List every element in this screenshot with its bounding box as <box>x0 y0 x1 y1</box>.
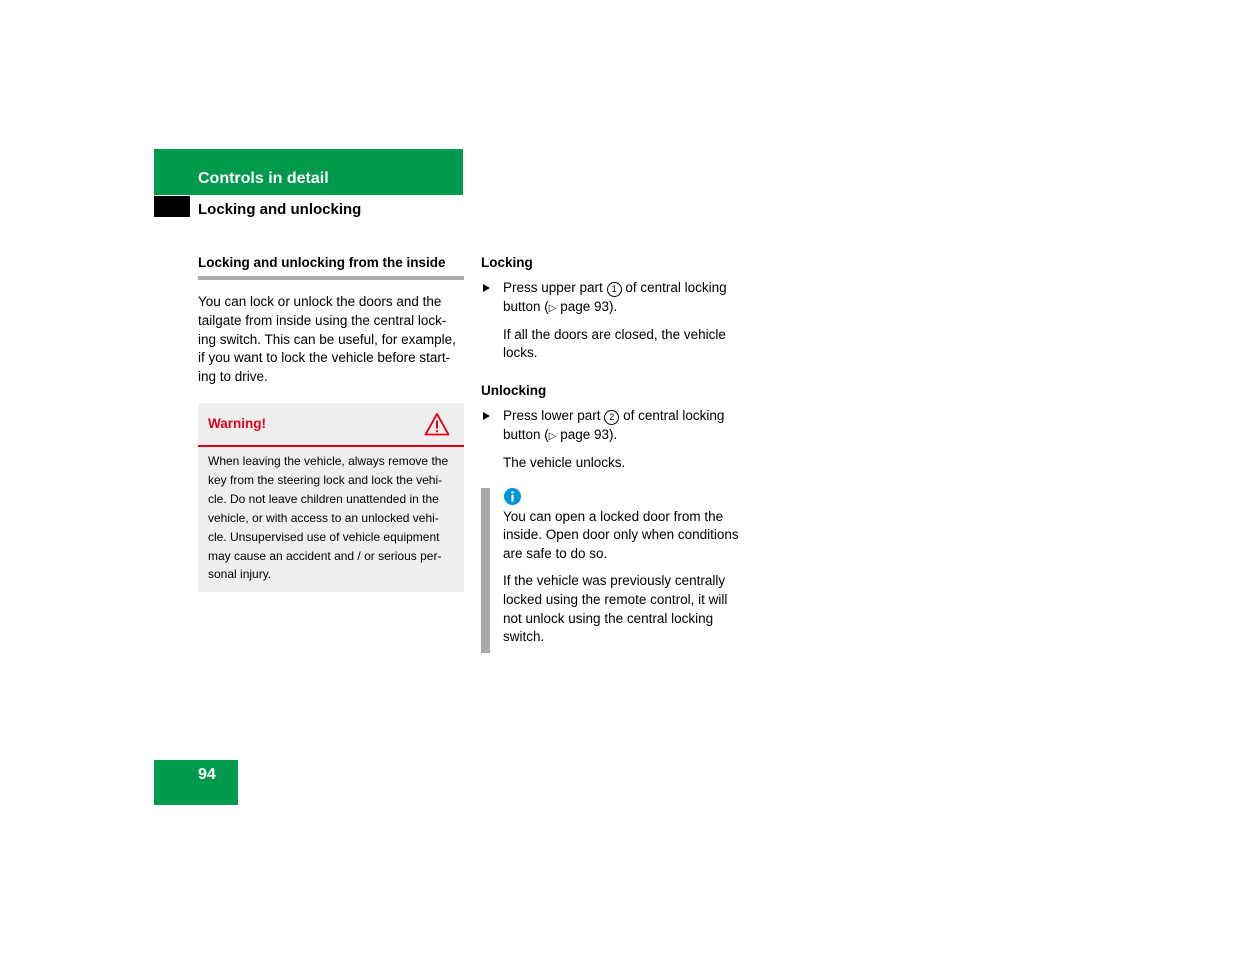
warning-box <box>198 403 464 592</box>
warning-header <box>198 403 464 447</box>
result-line: locks. <box>503 345 538 361</box>
step-text: of central locking <box>623 408 725 424</box>
right-column <box>481 254 747 653</box>
info-side-bar <box>481 488 490 654</box>
page-number: 94 <box>198 766 216 783</box>
number-circle-icon: 1 <box>607 282 622 297</box>
unlocking-step <box>481 407 747 447</box>
step-text: of central locking <box>625 280 727 295</box>
result-line: If all the doors are closed, the vehicle <box>503 326 726 342</box>
info-line: locked using the remote control, it will <box>503 591 728 607</box>
intro-line: tailgate from inside using the central lock- <box>198 312 447 328</box>
page-reference: page 93). <box>556 298 618 314</box>
intro-line: ing to drive. <box>198 369 268 385</box>
intro-paragraph <box>198 293 464 387</box>
info-line: If the vehicle was previously centrally <box>503 572 726 588</box>
step-text: Press upper part <box>503 280 603 295</box>
info-line: switch. <box>503 629 545 645</box>
left-heading: Locking and unlocking from the inside <box>198 255 446 270</box>
warning-line: sonal injury. <box>208 567 272 582</box>
number-circle-icon: 2 <box>604 410 619 425</box>
warning-line: key from the steering lock and lock the vehi- <box>208 472 443 487</box>
section-title: Controls in detail <box>198 170 329 187</box>
unlocking-heading: Unlocking <box>481 383 547 399</box>
step-text: button ( <box>503 426 549 442</box>
step-text: Press lower part <box>503 408 601 424</box>
page-ref-arrow-icon: ▷ <box>548 302 557 314</box>
info-paragraph <box>503 508 747 564</box>
warning-text <box>198 447 464 592</box>
subsection-title: Locking and unlocking <box>198 201 362 218</box>
bullet-arrow-icon <box>483 412 490 420</box>
info-line: not unlock using the central locking <box>503 610 714 626</box>
info-box <box>481 488 747 654</box>
warning-line: vehicle, or with access to an unlocked vehi- <box>208 510 439 525</box>
bullet-arrow-icon <box>483 284 490 292</box>
warning-label: Warning! <box>208 415 266 431</box>
page-reference: page 93). <box>556 426 618 442</box>
subsection-marker <box>154 196 190 217</box>
page-number-box <box>154 760 238 805</box>
warning-line: may cause an accident and / or serious per- <box>208 548 442 563</box>
info-line: inside. Open door only when conditions <box>503 527 739 543</box>
info-line: You can open a locked door from the <box>503 508 724 524</box>
locking-step <box>481 279 747 319</box>
page-ref-arrow-icon: ▷ <box>548 430 557 442</box>
heading-rule <box>198 276 464 280</box>
step-text: button ( <box>503 298 549 314</box>
locking-result <box>481 326 747 364</box>
left-column <box>198 254 464 592</box>
warning-line: cle. Unsupervised use of vehicle equipment <box>208 529 440 544</box>
intro-line: You can lock or unlock the doors and the <box>198 294 442 309</box>
warning-line: cle. Do not leave children unattended in the <box>208 491 439 506</box>
intro-line: if you want to lock the vehicle before start- <box>198 350 451 366</box>
unlocking-result <box>481 454 747 473</box>
info-paragraph <box>503 572 747 647</box>
result-line: The vehicle unlocks. <box>503 454 626 470</box>
warning-triangle-icon <box>424 412 450 436</box>
info-icon <box>504 488 521 505</box>
info-line: are safe to do so. <box>503 546 608 562</box>
warning-line: When leaving the vehicle, always remove the <box>208 453 449 468</box>
intro-line: ing switch. This can be useful, for example, <box>198 331 456 347</box>
locking-heading: Locking <box>481 255 533 270</box>
